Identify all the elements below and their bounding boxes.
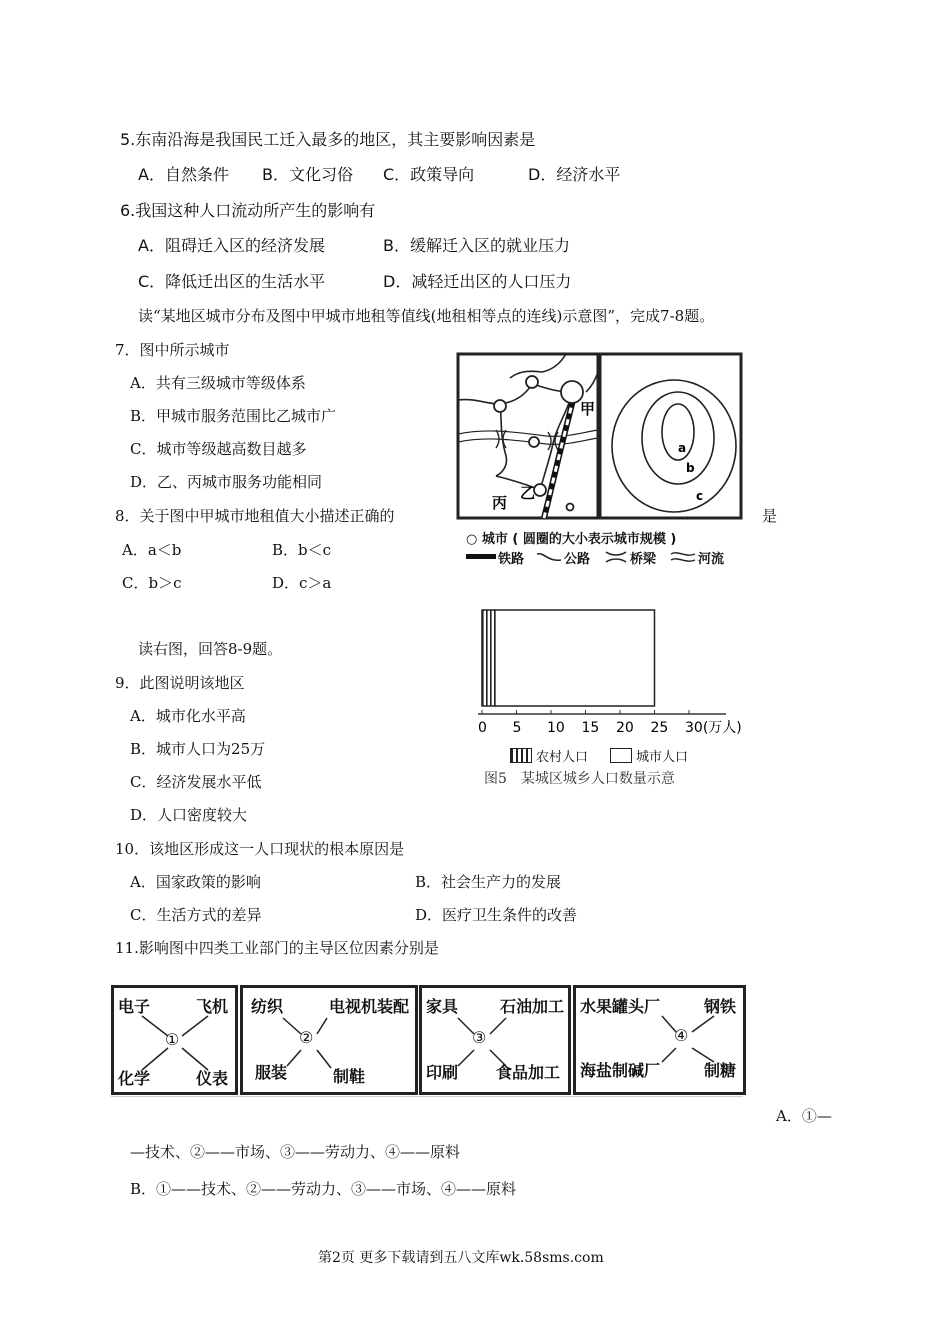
- contour-label-c: c: [696, 489, 704, 503]
- legend-urban-swatch: [610, 748, 632, 763]
- city-marker-w: [494, 400, 506, 412]
- q8-option-c: C．b＞c: [122, 574, 182, 592]
- city-jia-label: 甲: [580, 400, 596, 418]
- q6-stem: 6.我国这种人口流动所产生的影响有: [120, 201, 376, 220]
- industry-2-br: 制鞋: [333, 1067, 366, 1086]
- population-chart-svg: [470, 606, 750, 746]
- q9-option-d: D．人口密度较大: [130, 806, 248, 824]
- city-yi-marker: [534, 484, 546, 496]
- q10-stem: 10．该地区形成这一人口现状的根本原因是: [115, 840, 405, 858]
- bar-rural-population: [482, 610, 495, 706]
- map-legend-row: [466, 548, 756, 566]
- q11-stem: 11.影响图中四类工业部门的主导区位因素分别是: [115, 939, 439, 957]
- q5-option-d: D．经济水平: [528, 165, 621, 184]
- x-tick-label-25: 25: [650, 720, 669, 736]
- q9-option-c: C．经济发展水平低: [130, 773, 262, 791]
- q7-stem: 7．图中所示城市: [115, 341, 230, 359]
- q6-option-c: C．降低迁出区的生活水平: [138, 272, 326, 291]
- industry-3-tl: 家具: [426, 997, 459, 1016]
- x-tick-label-10: 10: [547, 720, 565, 736]
- city-map-figure: [456, 352, 744, 567]
- q9-option-b: B．城市人口为25万: [130, 740, 266, 758]
- industry-1-num: ①: [165, 1030, 180, 1049]
- legend-road-label: 公路: [564, 552, 591, 567]
- q9-option-a: A．城市化水平高: [130, 707, 246, 725]
- q8-option-a: A．a＜b: [122, 541, 182, 559]
- city-marker-s: [567, 504, 574, 511]
- q5-option-b: B．文化习俗: [262, 165, 353, 184]
- q8-stem: 8．关于图中甲城市地租值大小描述正确的: [115, 507, 395, 525]
- q6-option-a: A．阻碍迁入区的经济发展: [138, 236, 325, 255]
- city-yi-label: 乙: [520, 484, 536, 502]
- chart-legend: [490, 746, 750, 766]
- bar-urban-population: [495, 610, 655, 706]
- x-tick-label-0: 0: [478, 720, 487, 736]
- contour-label-a: a: [678, 441, 687, 455]
- legend-bridge-symbol: [604, 550, 628, 564]
- industry-3-num: ③: [472, 1028, 487, 1047]
- industry-2-bl: 服装: [255, 1063, 288, 1082]
- contour-label-b: b: [686, 461, 695, 475]
- industry-1-tr: 飞机: [196, 997, 229, 1016]
- industry-2-num: ②: [299, 1028, 314, 1047]
- q7-option-a: A．共有三级城市等级体系: [130, 374, 306, 392]
- q5-stem: 5.东南沿海是我国民工迁入最多的地区，其主要影响因素是: [120, 130, 536, 149]
- legend-river-symbol: [670, 550, 696, 564]
- page-footer: 第2页 更多下载请到五八文库wk.58sms.com: [318, 1250, 604, 1266]
- x-tick-label-15: 15: [581, 720, 600, 736]
- q5-option-a: A．自然条件: [138, 165, 229, 184]
- q8-option-b: B．b＜c: [272, 541, 332, 559]
- q8-option-d: D．c＞a: [272, 574, 332, 592]
- x-tick-label-30: 30(万人): [685, 720, 742, 736]
- city-bing-label: 丙: [492, 494, 508, 512]
- industry-4-br: 制糖: [704, 1061, 737, 1080]
- q11-option-a-rest: —技术、②——市场、③——劳动力、④——原料: [130, 1143, 461, 1161]
- q10-option-b: B．社会生产力的发展: [415, 873, 562, 891]
- industry-3-bl: 印刷: [426, 1063, 459, 1082]
- q5-option-c: C．政策导向: [383, 165, 475, 184]
- industry-4-tr: 钢铁: [704, 997, 737, 1016]
- industry-box-4: [573, 985, 746, 1095]
- figure-divider: [111, 1096, 743, 1097]
- city-marker-n: [526, 376, 538, 388]
- legend-bridge-label: 桥梁: [630, 552, 657, 567]
- industry-box-1: [111, 985, 238, 1095]
- q10-option-d: D．医疗卫生条件的改善: [415, 906, 578, 924]
- intro-7-8: 读“某地区城市分布及图中甲城市地租等值线(地租相等点的连线)示意图”，完成7-8题。: [138, 307, 715, 325]
- legend-urban-label: 城市人口: [636, 750, 689, 765]
- legend-river-label: 河流: [698, 552, 725, 567]
- industry-3-br: 食品加工: [496, 1063, 561, 1082]
- population-chart: [470, 606, 750, 796]
- map-legend-city: ○ 城市 ( 圆圈的大小表示城市规模 ): [466, 532, 677, 547]
- chart-title: 图5 某城区城乡人口数量示意: [484, 771, 675, 787]
- intro-8-9: 读右图，回答8-9题。: [138, 640, 283, 658]
- q9-stem: 9．此图说明该地区: [115, 674, 245, 692]
- q7-option-c: C．城市等级越高数目越多: [130, 440, 307, 458]
- q11-option-b: B．①——技术、②——劳动力、③——市场、④——原料: [130, 1180, 517, 1198]
- industry-box-3: [419, 985, 571, 1095]
- industry-4-tl: 水果罐头厂: [580, 997, 661, 1016]
- legend-rail-label: 铁路: [498, 552, 525, 567]
- q10-option-c: C．生活方式的差异: [130, 906, 262, 924]
- q11-option-a-prefix: A．①—: [776, 1107, 832, 1125]
- industry-4-bl: 海盐制碱厂: [580, 1061, 661, 1080]
- q7-option-d: D．乙、丙城市服务功能相同: [130, 473, 323, 491]
- industry-3-tr: 石油加工: [500, 997, 565, 1016]
- x-tick-label-5: 5: [512, 720, 522, 736]
- legend-rural-label: 农村人口: [536, 750, 589, 765]
- city-marker-c: [529, 437, 539, 447]
- q10-option-a: A．国家政策的影响: [130, 873, 261, 891]
- industry-2-tl: 纺织: [251, 997, 284, 1016]
- industry-1-br: 仪表: [196, 1069, 229, 1088]
- x-tick-label-20: 20: [616, 720, 634, 736]
- q6-option-b: B．缓解迁入区的就业压力: [383, 236, 570, 255]
- q8-stem-tail: 是: [762, 507, 778, 525]
- industry-4-num: ④: [674, 1026, 689, 1045]
- legend-road-symbol: [536, 550, 562, 564]
- city-map-svg: [456, 352, 744, 520]
- q7-option-b: B．甲城市服务范围比乙城市广: [130, 407, 337, 425]
- industry-1-bl: 化学: [118, 1069, 151, 1088]
- legend-rail-symbol: [466, 554, 496, 559]
- legend-rural-swatch: [510, 748, 532, 763]
- q6-option-d: D．减轻迁出区的人口压力: [383, 272, 572, 291]
- industry-box-2: [240, 985, 418, 1095]
- industry-2-tr: 电视机装配: [329, 997, 410, 1016]
- industry-1-tl: 电子: [118, 997, 151, 1016]
- map-right-panel: [600, 354, 741, 518]
